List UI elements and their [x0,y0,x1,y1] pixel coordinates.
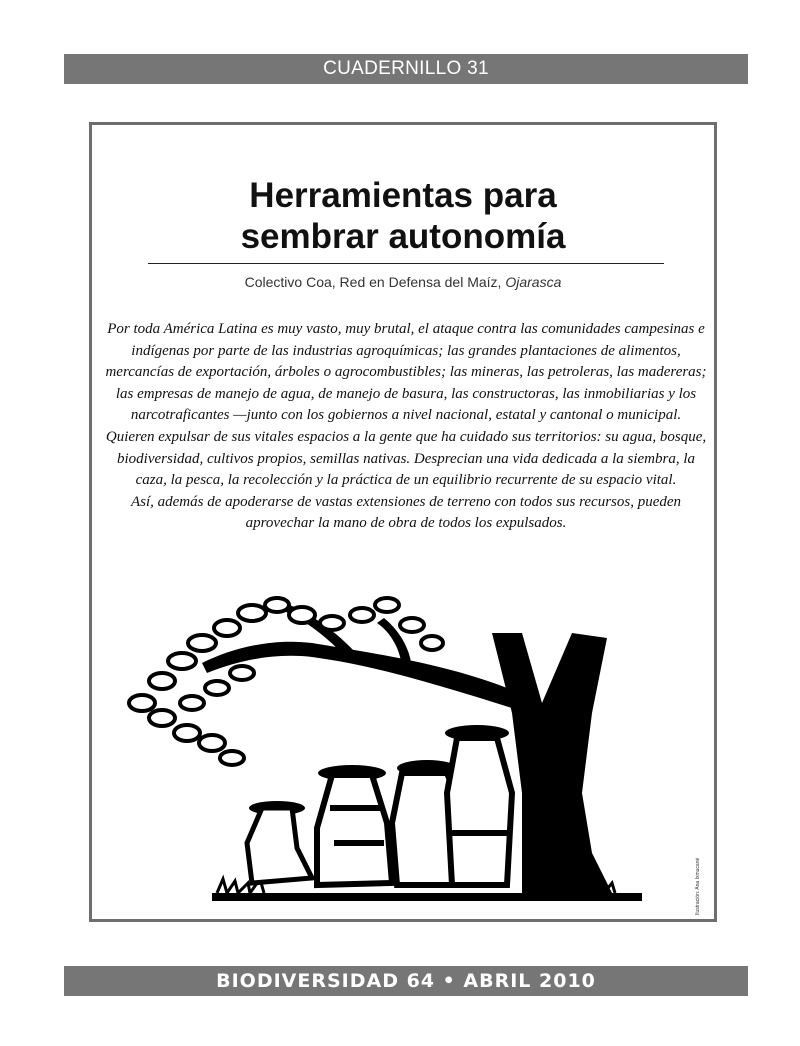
tree-leaves [129,598,443,765]
article-intro [100,319,712,535]
issue-footer-bar [64,966,748,996]
farmer-4 [447,738,512,885]
article-title-line-1: Herramientas para [249,176,557,215]
issue-header-bar [64,54,748,84]
farmer-2 [317,775,392,885]
byline-authors: Colectivo Coa, Red en Defensa del Maíz, [244,274,506,290]
title-divider [148,263,664,264]
intro-paragraph-3: Así, además de apoderarse de vastas extensiones de terreno con todos sus recursos, pueden aprovechar la mano de obra de todos los expulsados. [130,493,682,532]
intro-paragraph-1: Por toda América Latina es muy vasto, muy brutal, el ataque contra las comunidades campesinas e indígenas por parte de las industrias agroquímicas; las grandes plantaciones de alimentos, mercancías de exportación, árboles o agrocombustibles; las mineras, las petroleras, las madereras; las empresas de manejo de agua, de manejo de basura, las constructoras, las inmobiliarias y los narcotraficantes —junto con los gobiernos a nivel nacional, estatal y cantonal o municipal. [105,321,707,424]
article-title [92,175,714,257]
byline-source: Ojarasca [505,274,562,290]
article-frame [89,122,717,922]
tree-and-farmers-illustration [102,593,702,909]
ground [212,893,642,901]
illustration-credit: Ilustración: Ana Ixmucané [695,857,701,915]
issue-footer-label: BIODIVERSIDAD 64 • ABRIL 2010 [216,970,596,992]
intro-paragraph-2: Quieren expulsar de sus vitales espacios a la gente que ha cuidado sus territorios: su agua, bosque, biodiversidad, cultivos propios, semillas nativas. Desprecian una vida dedicada a la siembra, la caza, la pesca, la recolección y la práctica de un equilibrio recurrente de su espacio vital. [105,428,707,489]
farmers-group [247,725,512,885]
issue-header-label: CUADERNILLO 31 [323,58,489,79]
farmer-1 [247,808,312,883]
article-byline [92,274,714,290]
article-title-line-2: sembrar autonomía [240,217,566,256]
